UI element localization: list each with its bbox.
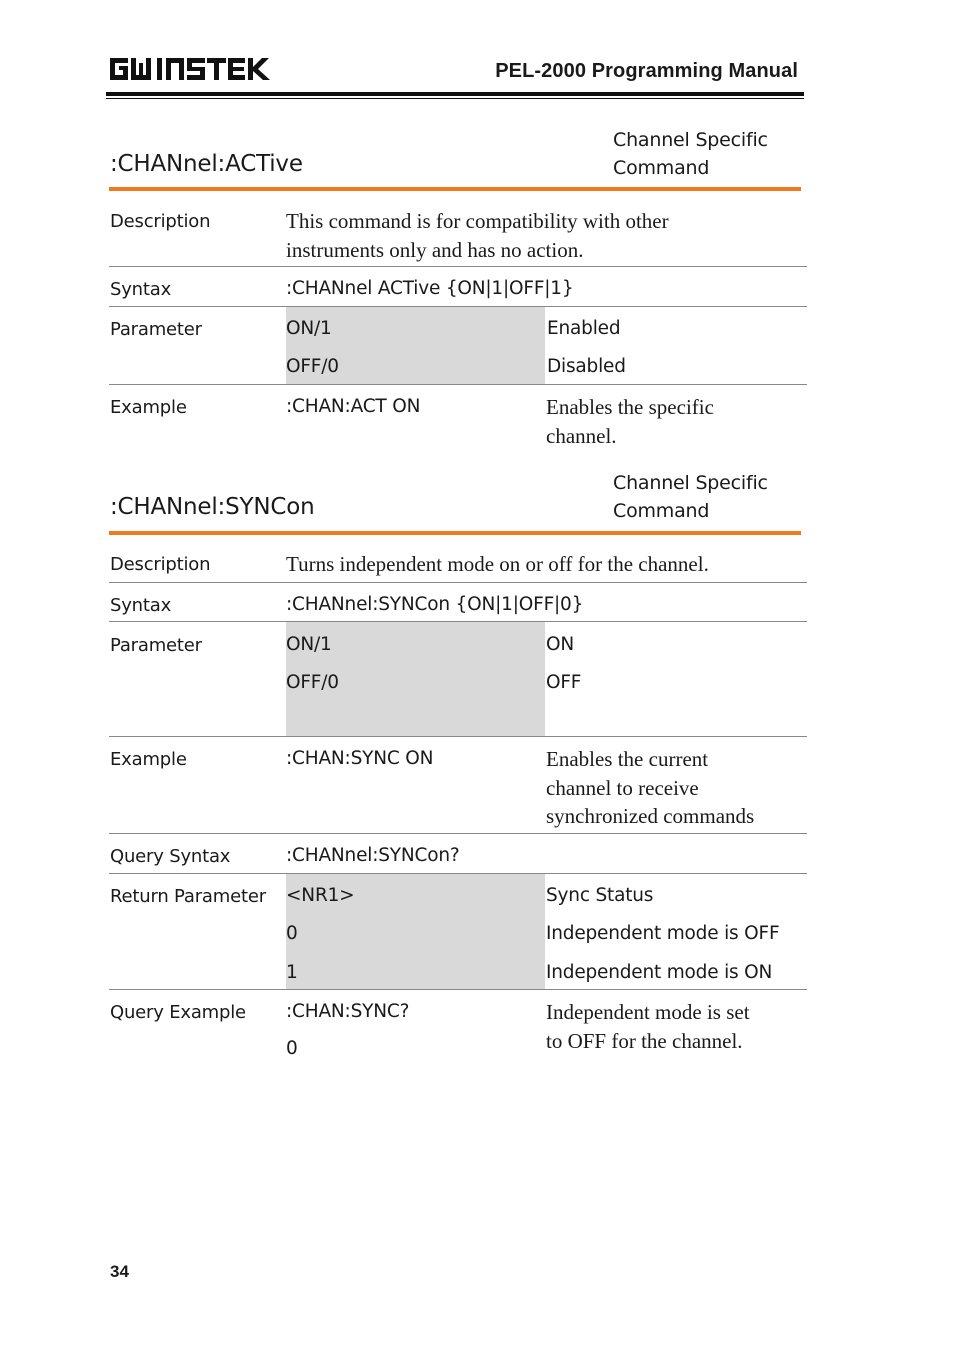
section-title: :CHANnel:ACTive [110,151,303,177]
example-command: :CHAN:SYNC ON [286,748,434,769]
section-rule [109,531,801,535]
example-label: Example [110,749,187,770]
parameter-label: Parameter [110,319,202,340]
section-rule [109,187,801,191]
syntax-label: Syntax [110,595,172,616]
description-label: Description [110,554,211,575]
example-command: :CHAN:ACT ON [286,396,421,417]
page-number: 34 [110,1262,129,1281]
header-rule-thin [106,98,804,99]
return-meaning: Independent mode is ON [546,962,773,983]
row-divider [109,989,807,990]
example-label: Example [110,397,187,418]
example-description: Enables the specific channel. [546,395,714,448]
section-category: Channel Specific Command [613,129,768,179]
description-label: Description [110,211,211,232]
parameter-meaning: ON [546,634,575,655]
example-description: Enables the current channel to receive synchronized commands [546,747,755,828]
parameter-value: OFF/0 [286,356,339,377]
query-example-command: :CHAN:SYNC? [286,1001,410,1022]
gw-instek-logo [108,54,280,84]
query-example-response: 0 [286,1038,298,1059]
return-value: <NR1> [286,885,355,906]
return-meaning: Independent mode is OFF [546,923,780,944]
section-title: :CHANnel:SYNCon [110,494,315,520]
parameter-value: ON/1 [286,634,332,655]
query-example-label: Query Example [110,1002,246,1023]
parameter-meaning: Enabled [547,318,621,339]
return-value: 0 [286,923,298,944]
syntax-label: Syntax [110,279,172,300]
manual-title: PEL-2000 Programming Manual [495,60,798,82]
header-rule [106,92,804,96]
return-meaning: Sync Status [546,885,654,906]
parameter-value: ON/1 [286,318,332,339]
query-syntax-text: :CHANnel:SYNCon? [286,845,460,866]
section-category: Channel Specific Command [613,472,768,522]
description-text: This command is for compatibility with other instruments only and has no action. [286,209,669,262]
return-parameter-label: Return Parameter [110,886,266,907]
row-divider [109,384,807,385]
syntax-text: :CHANnel ACTive {ON|1|OFF|1} [286,278,574,299]
parameter-value: OFF/0 [286,672,339,693]
row-divider [109,582,807,583]
row-divider [109,266,807,267]
query-example-description: Independent mode is set to OFF for the channel. [546,1000,750,1053]
parameter-meaning: OFF [546,672,582,693]
row-divider [109,833,807,834]
syntax-text: :CHANnel:SYNCon {ON|1|OFF|0} [286,594,584,615]
query-syntax-label: Query Syntax [110,846,231,867]
parameter-label: Parameter [110,635,202,656]
parameter-meaning: Disabled [547,356,626,377]
description-text: Turns independent mode on or off for the channel. [286,552,709,576]
return-value: 1 [286,962,298,983]
row-divider [109,736,807,737]
